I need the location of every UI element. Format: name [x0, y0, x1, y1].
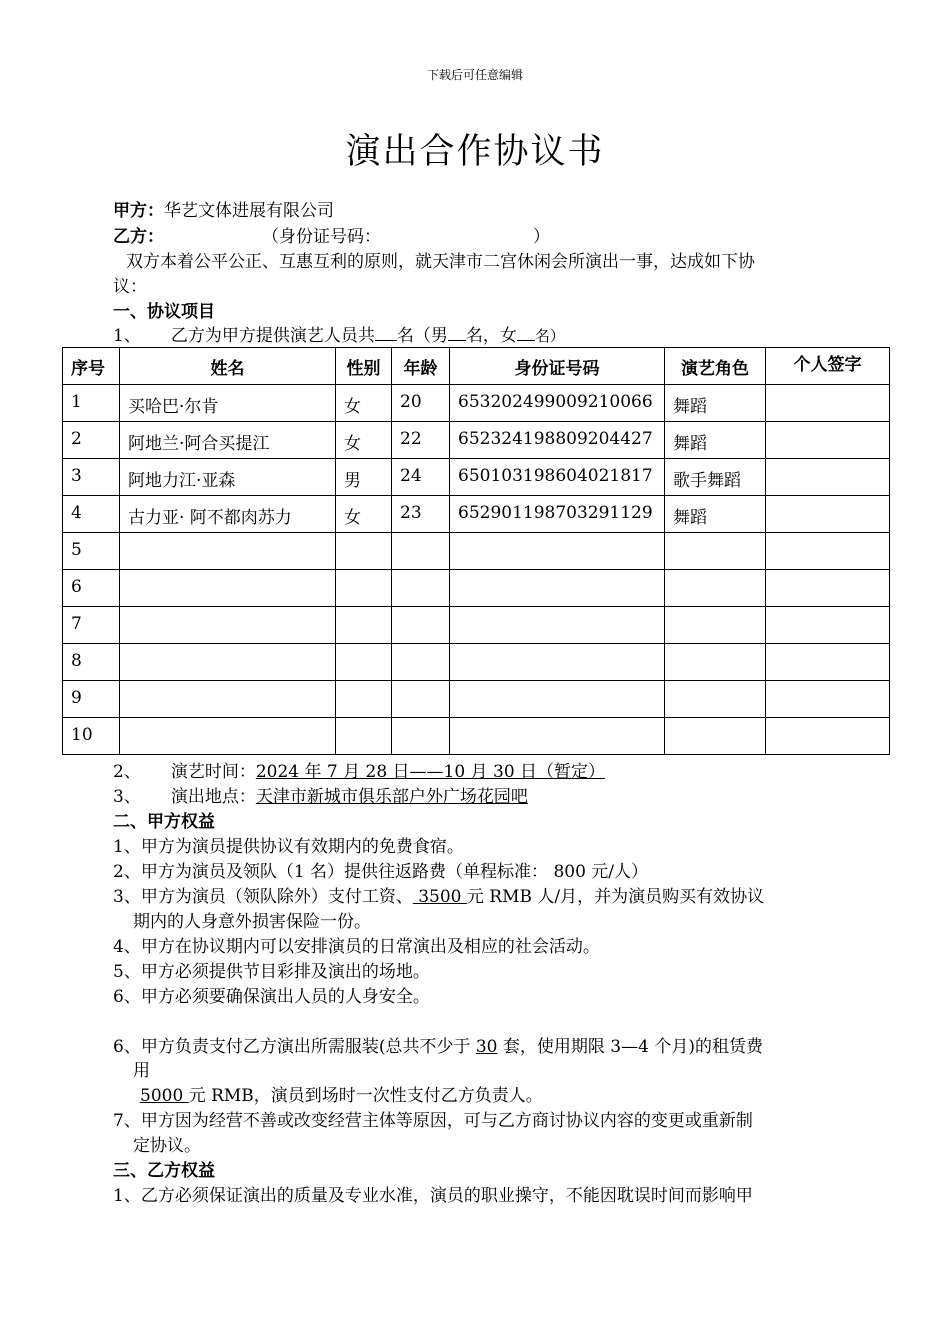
cell-name: 买哈巴·尔肯: [120, 385, 336, 422]
cell-role: [665, 681, 766, 718]
cell-name: 阿地兰·阿合买提江: [120, 422, 336, 459]
section2-line-4: 4、甲方在协议期内可以安排演员的日常演出及相应的社会活动。: [113, 937, 600, 957]
table-row: [63, 607, 890, 644]
col-header-id: 身份证号码: [450, 348, 665, 385]
cell-age: 20: [392, 385, 450, 422]
cell-name: [120, 644, 336, 681]
cell-role: [665, 533, 766, 570]
section1-heading: 一、协议项目: [113, 302, 215, 322]
section2-line-3-cont: 期内的人身意外损害保险一份。: [133, 912, 371, 932]
cell-signature: [766, 385, 890, 422]
item2-line: [113, 760, 605, 784]
item3-label: 演出地点：: [170, 787, 256, 807]
table-row: [63, 644, 890, 681]
cell-name: [120, 681, 336, 718]
cell-signature: [766, 718, 890, 755]
table-header-row: [63, 348, 890, 385]
cell-id: 652901198703291129: [450, 496, 665, 533]
col-header-gender: 性别: [336, 348, 392, 385]
cell-role: 舞蹈: [665, 385, 766, 422]
cell-age: [392, 533, 450, 570]
cell-signature: [766, 533, 890, 570]
cell-gender: 男: [336, 459, 392, 496]
item1-text-d: 名）: [534, 327, 565, 345]
intro-line-2: 议：: [113, 277, 147, 297]
section2-line-2: 2、甲方为演员及领队（1 名）提供往返路费（单程标准： 800 元/人）: [113, 862, 649, 882]
item3-value: 天津市新城市俱乐部户外广场花园吧: [255, 787, 528, 807]
item2-value: 2024 年 7 月 28 日——10 月 30 日（暂定）: [255, 762, 606, 782]
cell-age: [392, 681, 450, 718]
cell-role: [665, 718, 766, 755]
section2-line-1: 1、甲方为演员提供协议有效期内的免费食宿。: [113, 837, 464, 857]
cell-gender: 女: [336, 422, 392, 459]
section2-line-9-cont: 定协议。: [133, 1136, 201, 1156]
cell-index: 8: [63, 644, 120, 681]
party-a-line: [113, 199, 334, 223]
cell-signature: [766, 459, 890, 496]
cell-signature: [766, 422, 890, 459]
cell-role: [665, 570, 766, 607]
item1-text-c: 名，女: [465, 326, 517, 346]
cell-role: 舞蹈: [665, 496, 766, 533]
cell-role: [665, 644, 766, 681]
cell-name: [120, 607, 336, 644]
cell-index: 1: [63, 385, 120, 422]
cell-name: 阿地力江·亚森: [120, 459, 336, 496]
cell-name: [120, 570, 336, 607]
cell-id: 652324198809204427: [450, 422, 665, 459]
cell-index: 3: [63, 459, 120, 496]
table-row: [63, 681, 890, 718]
table-row: [63, 570, 890, 607]
costume-sets: 30: [475, 1037, 498, 1057]
cell-index: 4: [63, 496, 120, 533]
cell-index: 6: [63, 570, 120, 607]
col-header-signature: 个人签字: [766, 348, 890, 385]
section2-heading: 二、甲方权益: [113, 812, 215, 832]
table-row: [63, 533, 890, 570]
col-header-name: 姓名: [120, 348, 336, 385]
cell-signature: [766, 496, 890, 533]
table-row: [63, 385, 890, 422]
table-row: [63, 718, 890, 755]
cell-gender: [336, 718, 392, 755]
cell-index: 2: [63, 422, 120, 459]
costume-fee-amount: 5000: [140, 1086, 189, 1106]
col-header-index: 序号: [63, 348, 120, 385]
cell-age: 23: [392, 496, 450, 533]
cell-gender: [336, 570, 392, 607]
section2-line-7-a: 6、甲方负责支付乙方演出所需服装(总共不少于: [113, 1037, 476, 1057]
cell-age: [392, 570, 450, 607]
cell-signature: [766, 681, 890, 718]
cell-gender: 女: [336, 385, 392, 422]
item2-label: 演艺时间：: [170, 762, 256, 782]
item2-number: 2、: [113, 762, 141, 782]
item3-number: 3、: [113, 787, 141, 807]
section2-line-7: [113, 1035, 763, 1059]
cell-role: [665, 607, 766, 644]
party-b-label: 乙方：: [113, 227, 164, 247]
cell-role: 舞蹈: [665, 422, 766, 459]
section2-line-5: 5、甲方必须提供节目彩排及演出的场地。: [113, 962, 430, 982]
item1-number: 1、: [113, 326, 141, 346]
cell-index: 7: [63, 607, 120, 644]
cell-gender: [336, 644, 392, 681]
section2-line-7-b: 套，使用期限 3—4 个月)的租赁费: [497, 1037, 763, 1057]
section3-line-1: 1、乙方必须保证演出的质量及专业水准，演员的职业操守，不能因耽误时间而影响甲: [113, 1186, 753, 1206]
cell-id: [450, 570, 665, 607]
party-b-id-label: （身份证号码：: [262, 227, 381, 247]
item1-line: [113, 324, 565, 348]
cell-age: 24: [392, 459, 450, 496]
section2-line-3: [113, 885, 764, 909]
section2-line-6: 6、甲方必须要确保演出人员的人身安全。: [113, 987, 430, 1007]
item1-text-a: 乙方为甲方提供演艺人员共: [170, 326, 375, 346]
cell-age: [392, 718, 450, 755]
cell-id: [450, 644, 665, 681]
cell-index: 5: [63, 533, 120, 570]
item3-line: [113, 785, 528, 809]
section2-line-3-b: 元 RMB 人/月，并为演员购买有效协议: [466, 887, 765, 907]
document-title: 演出合作协议书: [345, 132, 605, 172]
col-header-role: 演艺角色: [665, 348, 766, 385]
salary-amount: 3500: [412, 887, 467, 907]
section2-line-8-b: 元 RMB，演员到场时一次性支付乙方负责人。: [188, 1086, 543, 1106]
cell-id: [450, 718, 665, 755]
cell-gender: [336, 681, 392, 718]
cell-id: [450, 607, 665, 644]
cell-id: [450, 533, 665, 570]
cell-gender: [336, 533, 392, 570]
performer-table: [62, 347, 890, 755]
cell-signature: [766, 607, 890, 644]
cell-index: 9: [63, 681, 120, 718]
section2-line-9: 7、甲方因为经营不善或改变经营主体等原因，可与乙方商讨协议内容的变更或重新制: [113, 1111, 753, 1131]
cell-role: 歌手舞蹈: [665, 459, 766, 496]
cell-age: [392, 607, 450, 644]
intro-line-1: 双方本着公平公正、互惠互利的原则，就天津市二宫休闲会所演出一事，达成如下协: [126, 252, 755, 272]
cell-gender: [336, 607, 392, 644]
party-a-label: 甲方：: [113, 201, 164, 221]
cell-id: 650103198604021817: [450, 459, 665, 496]
cell-id: 653202499009210066: [450, 385, 665, 422]
party-b-line: [113, 225, 550, 249]
party-a-value: 华艺文体进展有限公司: [164, 201, 334, 221]
cell-signature: [766, 644, 890, 681]
section2-line-7-cont: 用: [133, 1061, 150, 1081]
cell-age: 22: [392, 422, 450, 459]
table-row: [63, 459, 890, 496]
item1-text-b: 名（男: [396, 326, 448, 346]
header-note: 下载后可任意编辑: [426, 68, 523, 82]
section2-line-8: [140, 1084, 543, 1108]
party-b-id-close: ）: [533, 227, 550, 247]
cell-index: 10: [63, 718, 120, 755]
col-header-age: 年龄: [392, 348, 450, 385]
table-row: [63, 422, 890, 459]
cell-age: [392, 644, 450, 681]
section3-heading: 三、乙方权益: [113, 1161, 215, 1181]
cell-signature: [766, 570, 890, 607]
cell-name: [120, 533, 336, 570]
table-row: [63, 496, 890, 533]
cell-name: 古力亚· 阿不都肉苏力: [120, 496, 336, 533]
cell-gender: 女: [336, 496, 392, 533]
cell-id: [450, 681, 665, 718]
section2-line-3-a: 3、甲方为演员（领队除外）支付工资、: [113, 887, 413, 907]
cell-name: [120, 718, 336, 755]
